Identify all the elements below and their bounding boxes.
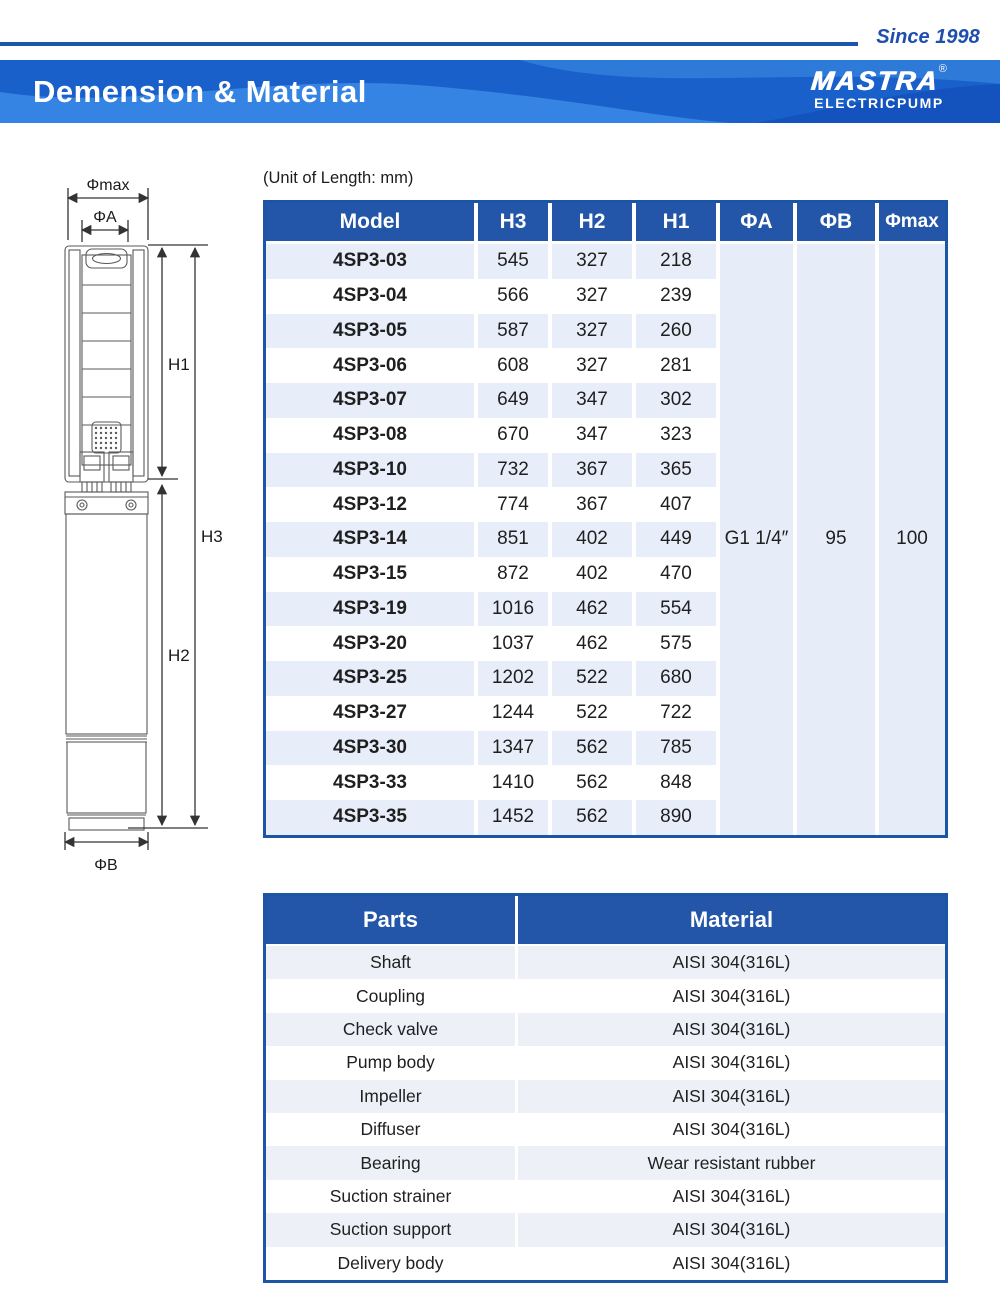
parts-name-cell: Impeller [266, 1080, 515, 1113]
spec-h2-cell: 327 [552, 244, 632, 279]
spec-h1-cell: 239 [660, 285, 692, 307]
parts-column-header-0: Parts [266, 896, 515, 944]
parts-material-table [263, 893, 948, 1283]
spec-h3-cell: 774 [497, 493, 529, 515]
spec-h2-cell: 562 [576, 771, 608, 793]
parts-material-cell: AISI 304(316L) [672, 1185, 791, 1206]
parts-material-cell: AISI 304(316L) [672, 1052, 791, 1073]
spec-h3-cell: 545 [478, 244, 548, 279]
spec-h1-cell: 848 [660, 771, 692, 793]
spec-h3-cell: 872 [497, 563, 529, 585]
spec-h2-cell: 522 [552, 661, 632, 696]
parts-name-cell: Check valve [266, 1013, 515, 1046]
spec-h1-cell: 785 [636, 731, 716, 766]
spec-h1-cell: 449 [636, 522, 716, 557]
spec-column-header-5: ΦB [797, 203, 875, 241]
parts-name-cell: Bearing [266, 1146, 515, 1179]
since-label: Since 1998 [876, 26, 980, 48]
spec-h1-cell: 260 [636, 314, 716, 349]
unit-of-length-note: (Unit of Length: mm) [263, 169, 414, 187]
brand-logo [784, 63, 974, 111]
parts-material-cell: Wear resistant rubber [518, 1146, 945, 1179]
spec-h2-cell: 562 [552, 731, 632, 766]
spec-h3-cell: 1244 [491, 702, 535, 724]
parts-name-cell: Pump body [346, 1052, 435, 1073]
spec-h2-cell: 347 [552, 383, 632, 418]
spec-h2-cell: 327 [576, 354, 608, 376]
parts-column-header-1: Material [518, 896, 945, 944]
parts-material-cell: AISI 304(316L) [518, 1013, 945, 1046]
dimensions-table-body [266, 244, 945, 835]
parts-table-body [266, 946, 945, 1280]
spec-model-cell: 4SP3-19 [266, 592, 474, 627]
spec-merged-phiB-cell: 95 [797, 244, 875, 835]
parts-name-cell: Coupling [355, 985, 426, 1006]
spec-h1-cell: 302 [636, 383, 716, 418]
brand-wordmark: MASTRA [809, 66, 941, 96]
spec-h2-cell: 347 [576, 424, 608, 446]
spec-h3-cell: 1347 [478, 731, 548, 766]
spec-h2-cell: 402 [576, 563, 608, 585]
spec-h2-cell: 462 [552, 592, 632, 627]
phiB-label: ΦB [94, 857, 118, 874]
spec-model-cell: 4SP3-15 [333, 563, 407, 585]
header-banner [0, 60, 1000, 123]
h2-label: H2 [168, 646, 190, 665]
spec-model-cell: 4SP3-10 [266, 453, 474, 488]
spec-model-cell: 4SP3-07 [266, 383, 474, 418]
spec-h1-cell: 470 [660, 563, 692, 585]
spec-h3-cell: 566 [497, 285, 529, 307]
spec-h2-cell: 367 [576, 493, 608, 515]
pump-body-drawing [65, 246, 148, 830]
spec-h1-cell: 323 [660, 424, 692, 446]
spec-h1-cell: 554 [636, 592, 716, 627]
spec-model-cell: 4SP3-27 [333, 702, 407, 724]
parts-name-cell: Delivery body [337, 1252, 444, 1273]
spec-h2-cell: 402 [552, 522, 632, 557]
pump-dimension-diagram [28, 158, 262, 882]
spec-h3-cell: 851 [478, 522, 548, 557]
brand-subtitle: ELECTRICPUMP [814, 95, 944, 111]
spec-column-header-0: Model [266, 203, 474, 241]
spec-h2-cell: 462 [576, 632, 608, 654]
dimension-lines [65, 188, 208, 850]
h3-label: H3 [201, 527, 223, 546]
spec-column-header-1: H3 [478, 203, 548, 241]
spec-model-cell: 4SP3-30 [266, 731, 474, 766]
spec-h3-cell: 1410 [491, 771, 535, 793]
parts-table-header [266, 896, 945, 944]
dimensions-table [263, 200, 948, 838]
spec-model-cell: 4SP3-25 [266, 661, 474, 696]
spec-model-cell: 4SP3-04 [333, 285, 407, 307]
parts-material-cell: AISI 304(316L) [672, 1252, 791, 1273]
spec-h1-cell: 218 [636, 244, 716, 279]
top-divider-line [0, 42, 858, 46]
parts-name-cell: Suction strainer [329, 1185, 452, 1206]
spec-h2-cell: 562 [552, 800, 632, 835]
parts-material-cell: AISI 304(316L) [518, 1080, 945, 1113]
parts-name-cell: Suction support [266, 1213, 515, 1246]
spec-h1-cell: 365 [636, 453, 716, 488]
spec-h1-cell: 890 [636, 800, 716, 835]
parts-material-cell: AISI 304(316L) [672, 985, 791, 1006]
phimax-label: Φmax [86, 177, 130, 194]
spec-h1-cell: 407 [660, 493, 692, 515]
parts-material-cell: AISI 304(316L) [672, 1119, 791, 1140]
spec-merged-phimax-cell: 100 [879, 244, 945, 835]
spec-model-cell: 4SP3-35 [266, 800, 474, 835]
spec-model-cell: 4SP3-12 [333, 493, 407, 515]
registered-mark-icon: ® [938, 63, 947, 75]
spec-model-cell: 4SP3-14 [266, 522, 474, 557]
spec-merged-phiA-cell: G1 1/4″ [720, 244, 793, 835]
spec-h3-cell: 608 [497, 354, 529, 376]
parts-name-cell: Diffuser [360, 1119, 421, 1140]
spec-model-cell: 4SP3-20 [333, 632, 407, 654]
spec-h3-cell: 1202 [478, 661, 548, 696]
spec-model-cell: 4SP3-08 [333, 424, 407, 446]
spec-model-cell: 4SP3-03 [266, 244, 474, 279]
spec-h3-cell: 1452 [478, 800, 548, 835]
phiA-label: ΦA [93, 209, 117, 226]
spec-h1-cell: 680 [636, 661, 716, 696]
spec-h1-cell: 722 [660, 702, 692, 724]
spec-model-cell: 4SP3-05 [266, 314, 474, 349]
spec-h2-cell: 522 [576, 702, 608, 724]
h1-label: H1 [168, 355, 190, 374]
parts-name-cell: Shaft [266, 946, 515, 979]
spec-h2-cell: 367 [552, 453, 632, 488]
parts-material-cell: AISI 304(316L) [518, 1213, 945, 1246]
dimensions-table-header [266, 203, 945, 241]
spec-h1-cell: 281 [660, 354, 692, 376]
spec-h3-cell: 670 [497, 424, 529, 446]
spec-model-cell: 4SP3-06 [333, 354, 407, 376]
page-title: Demension & Material [33, 74, 367, 109]
spec-column-header-2: H2 [552, 203, 632, 241]
spec-h1-cell: 575 [660, 632, 692, 654]
spec-h2-cell: 327 [552, 314, 632, 349]
spec-column-header-4: ΦA [720, 203, 793, 241]
spec-h3-cell: 1037 [491, 632, 535, 654]
spec-h3-cell: 649 [478, 383, 548, 418]
spec-h3-cell: 587 [478, 314, 548, 349]
spec-model-cell: 4SP3-33 [333, 771, 407, 793]
spec-column-header-3: H1 [636, 203, 716, 241]
parts-material-cell: AISI 304(316L) [518, 946, 945, 979]
spec-h2-cell: 327 [576, 285, 608, 307]
spec-column-header-6: Φmax [879, 203, 945, 241]
spec-h3-cell: 732 [478, 453, 548, 488]
spec-h3-cell: 1016 [478, 592, 548, 627]
